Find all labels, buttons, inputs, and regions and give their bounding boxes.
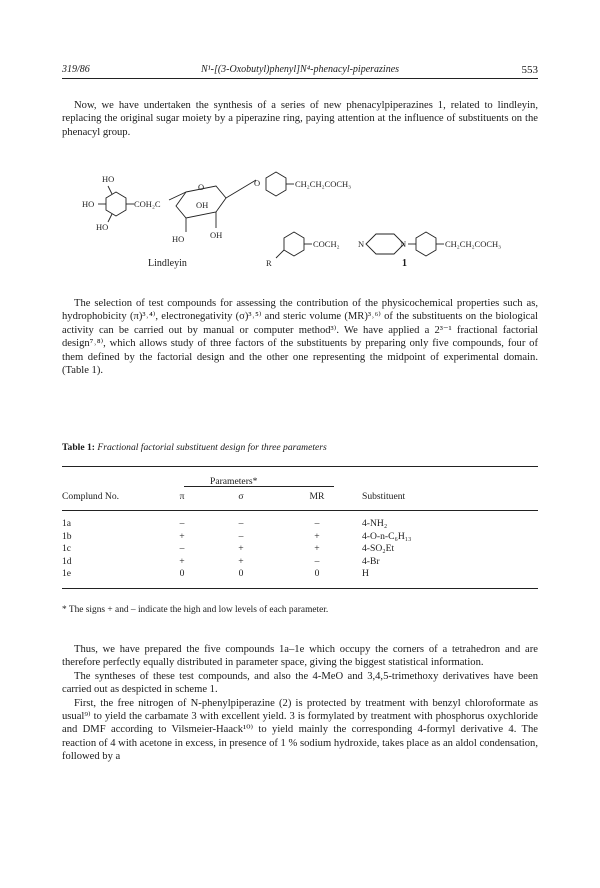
oh-label-ring: OH [196,200,209,210]
ho-label-sugar: HO [172,234,185,244]
table-header-rule [62,510,538,511]
selection-paragraph [62,297,538,377]
running-title: N¹-[(3-Oxobutyl)phenyl]N⁴-phenacyl-piperazines [200,64,400,75]
table-caption-label: Table 1: [62,442,95,453]
phenacyl-ring [284,232,304,256]
galloyl-ring [106,192,126,216]
paragraph-1: Thus, we have prepared the five compounds 1a–1e which occupy the corners of a tetrahedron and are therefore perfectly equally distributed in parameter space, giving the biggest statistical information. [62,644,538,669]
ho-label-mid: HO [82,199,95,209]
paragraph-2: The syntheses of these test compounds, and also the 4-MeO and 3,4,5-trimethoxy derivatives have been carried out as despicted in scheme 1. [62,670,538,696]
substituent-table-body [62,518,538,581]
table-caption [62,442,327,453]
compound1-acyl-chain: COCH₂ [313,239,340,249]
journal-code: 319/86 [62,64,90,75]
intro-paragraph [62,99,538,139]
group-rule [184,486,334,487]
r-group-label: R [266,258,272,268]
n-atom-left: N [358,239,365,249]
lindleyin-side-chain: CH₂CH₂COCH₃ [295,179,352,189]
n-atom-right: N [400,239,407,249]
paragraph-3: First, the free nitrogen of N-phenylpiperazine (2) is protected by treatment with benzyl chloroformate as usual⁹⁾ to yield the carbamate 3 with excellent yield. 3 is formylated by treatment with phosphorus oxychloride and DMF according to Vilsmeier-Haack¹⁰⁾ to yield mainly the corresponding 4-formyl derivative 4. The reaction of 4 with acetone in excess, in presence of 1 % sodium hydroxide, takes place as an aldol condensation, followed by a [62,697,538,763]
compound-phenyl-ring [416,232,436,256]
structure-scheme [76,168,526,276]
col-mr: MR [309,491,325,502]
col-compound: Complund No. [62,491,120,502]
page-number: 553 [521,64,538,76]
compound-1-label: 1 [402,258,407,269]
body-paragraphs [62,643,538,764]
table-header-row [62,491,538,502]
compound1-side-chain: CH₂CH₂COCH₃ [445,239,502,249]
piperazine-ring [366,234,407,254]
col-substituent: Substituent [362,491,406,502]
parameters-group-header: Parameters* [210,476,258,487]
table-row: 1b + – + 4-O-n-C₆H₁₃ [62,530,412,542]
table-row: 1e 0 0 0 H [62,568,369,580]
table-bottom-rule [62,588,538,589]
col-pi: π [179,491,185,502]
ho-label-top: HO [102,174,115,184]
glycosidic-oxygen-label: O [254,178,261,188]
lindleyin-label: Lindleyin [148,258,187,269]
running-header [62,64,538,75]
header-rule [62,78,538,79]
intro-text: Now, we have undertaken the synthesis of a series of new phenacylpiperazines 1, related to lindleyin, replacing the original sugar moiety by a piperazine ring, paying attention at the influence of substituents on the phenacyl group. [62,100,538,138]
table-row: 1d + + – 4-Br [62,555,380,567]
table-top-rule [62,466,538,467]
selection-text: The selection of test compounds for assessing the contribution of the physicochemical properties such as, hydrophobicity (π)³˒⁴⁾, electronegativity (σ)³˒⁵⁾ and steric volume (MR)³˒⁶⁾ of the substituents on the biological activity can be carried out by manual or computer method³⁾. We have applied a 2³⁻¹ fractional factorial design⁷˒⁸⁾, which allows study of three factors of the substituents by preparing only five compounds, four of them defined by the factorial design and the other one representing the midpoint of experimental domain. (Table 1). [62,298,538,377]
ester-label: COH₂C [134,199,161,209]
lindleyin-phenyl-ring [266,172,286,196]
oh-label-sugar: OH [210,230,223,240]
ring-oxygen-label: O [198,182,205,192]
table-row: 1a – – – 4-NH₂ [62,518,388,529]
table-row: 1c – + + 4-SO₂Et [62,543,395,555]
table-caption-text: Fractional factorial substituent design for three parameters [97,442,327,453]
col-sigma: σ [238,491,244,502]
table-footnote: * The signs + and – indicate the high and low levels of each parameter. [62,605,329,615]
substituent-table [62,491,538,502]
ho-label-bottom: HO [96,222,109,232]
